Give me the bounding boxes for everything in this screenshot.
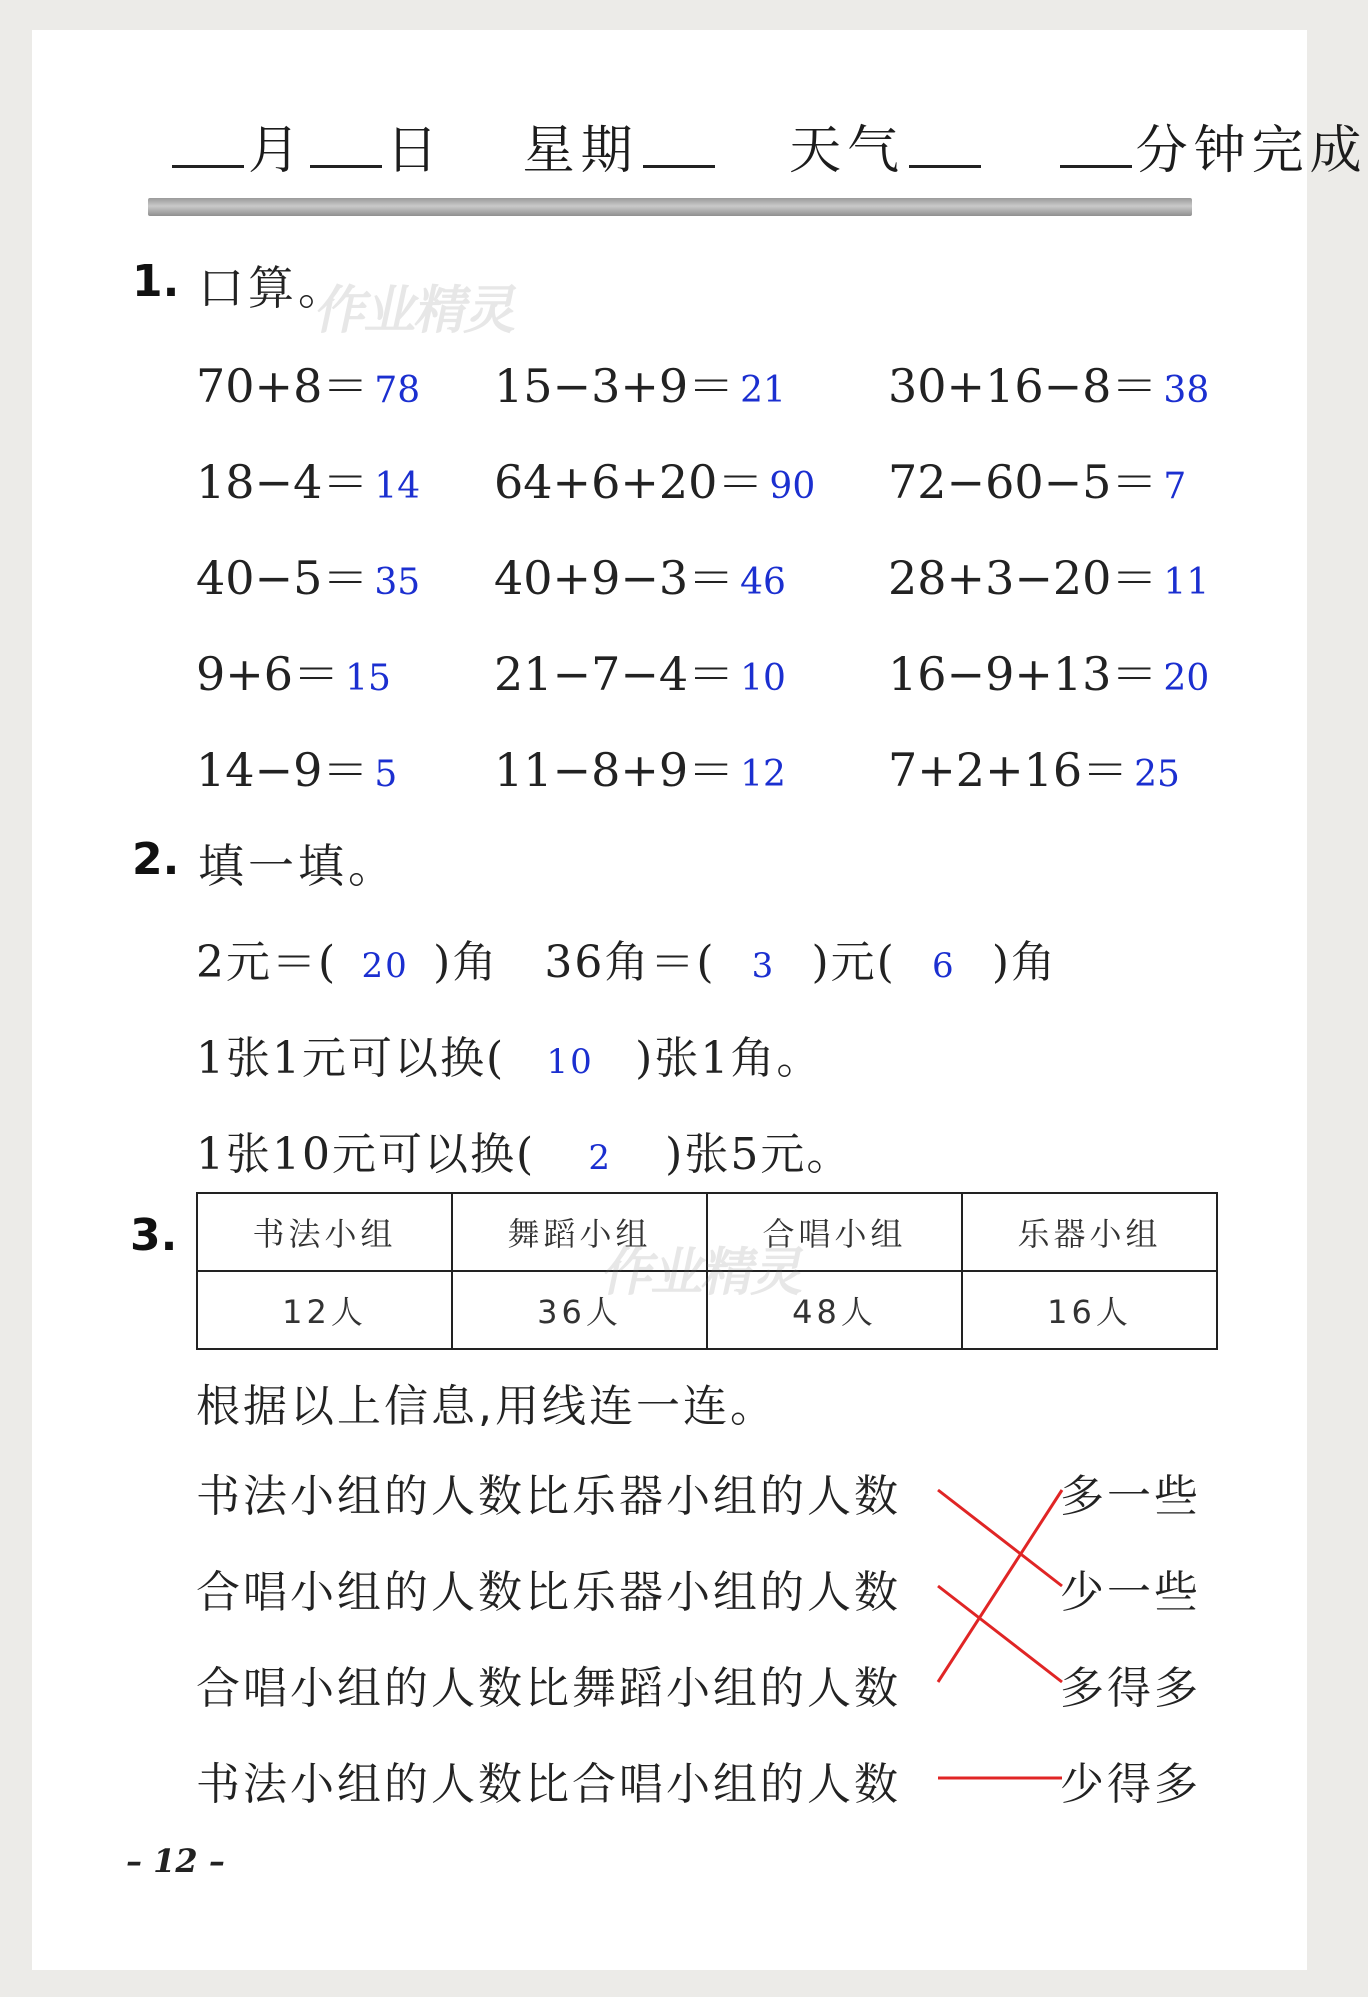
math-answer[interactable]: 14 xyxy=(374,466,421,507)
math-answer[interactable]: 46 xyxy=(740,562,786,603)
math-expression: 16−9+13＝ xyxy=(888,647,1158,701)
math-answer[interactable]: 78 xyxy=(374,370,421,411)
math-answer[interactable]: 7 xyxy=(1163,466,1187,507)
q2-title: 填一填。 xyxy=(198,839,398,893)
math-answer[interactable]: 15 xyxy=(345,658,391,699)
match-left-item[interactable]: 合唱小组的人数比舞蹈小组的人数 xyxy=(196,1663,901,1714)
math-expression: 14−9＝ xyxy=(196,743,369,797)
q1-title: 口算。 xyxy=(198,261,348,315)
math-answer[interactable]: 21 xyxy=(740,370,786,411)
table-cell: 16人 xyxy=(962,1271,1217,1349)
math-expression: 28+3−20＝ xyxy=(888,551,1158,605)
math-answer[interactable]: 90 xyxy=(769,466,816,507)
watermark: 作业精灵 xyxy=(310,281,524,341)
q2-answer-jiao[interactable]: 6 xyxy=(932,945,956,986)
math-expression: 9+6＝ xyxy=(196,647,340,701)
q2-line3-text-a: 1张10元可以换( xyxy=(196,1129,536,1180)
q2-line2-text-a: 1张1元可以换( xyxy=(196,1033,506,1084)
match-left-item[interactable]: 书法小组的人数比乐器小组的人数 xyxy=(196,1471,901,1522)
math-answer[interactable]: 5 xyxy=(374,754,398,795)
math-expression: 18−4＝ xyxy=(196,455,369,509)
math-expression: 40−5＝ xyxy=(196,551,369,605)
q2-answer-yuan-to-jiao[interactable]: 20 xyxy=(361,945,409,986)
table-header-cell: 书法小组 xyxy=(197,1193,452,1271)
math-answer[interactable]: 25 xyxy=(1134,754,1180,795)
match-left-item[interactable]: 书法小组的人数比合唱小组的人数 xyxy=(196,1759,901,1810)
match-connection-line xyxy=(938,1586,1062,1682)
math-answer[interactable]: 38 xyxy=(1163,370,1210,411)
q3-number: 3. xyxy=(130,1210,178,1261)
math-expression: 64+6+20＝ xyxy=(494,455,764,509)
q2-line1-text-b: )角 36角＝( xyxy=(433,937,716,988)
weekday-label: 星期 xyxy=(522,121,639,181)
math-expression: 40+9−3＝ xyxy=(494,551,735,605)
q2-line2-text-b: )张1角。 xyxy=(635,1033,823,1084)
math-expression: 70+8＝ xyxy=(196,359,369,413)
math-answer[interactable]: 10 xyxy=(740,658,786,699)
math-answer[interactable]: 20 xyxy=(1163,658,1210,699)
match-right-item[interactable]: 多得多 xyxy=(1060,1663,1201,1714)
q1-number: 1. xyxy=(132,256,180,307)
q3-instruction: 根据以上信息,用线连一连。 xyxy=(196,1381,777,1432)
math-expression: 21−7−4＝ xyxy=(494,647,735,701)
math-expression: 15−3+9＝ xyxy=(494,359,735,413)
table-header-cell: 乐器小组 xyxy=(962,1193,1217,1271)
month-label: 月 xyxy=(248,121,307,181)
table-header-cell: 合唱小组 xyxy=(707,1193,962,1271)
math-expression: 11−8+9＝ xyxy=(494,743,735,797)
q2-line1-text-d: )角 xyxy=(991,937,1058,988)
q2-line1-text-c: )元( xyxy=(811,937,896,988)
q2-answer-yuan[interactable]: 3 xyxy=(751,945,776,986)
q2-line1-text-a: 2元＝( xyxy=(196,937,338,988)
math-expression: 7+2+16＝ xyxy=(888,743,1129,797)
math-expression: 30+16−8＝ xyxy=(888,359,1158,413)
weather-label: 天气 xyxy=(789,121,906,181)
table-cell: 48人 xyxy=(707,1271,962,1349)
watermark-2: 作业精灵 xyxy=(597,1243,811,1303)
math-answer[interactable]: 12 xyxy=(740,754,786,795)
day-label: 日 xyxy=(386,121,445,181)
minutes-label: 分钟完成 xyxy=(1135,121,1368,181)
q2-number: 2. xyxy=(132,834,180,885)
match-right-item[interactable]: 多一些 xyxy=(1060,1471,1201,1522)
q2-answer-10yuan-exchange[interactable]: 2 xyxy=(588,1137,612,1178)
q2-line3-text-b: )张5元。 xyxy=(665,1129,853,1180)
match-right-item[interactable]: 少一些 xyxy=(1060,1567,1201,1618)
math-answer[interactable]: 11 xyxy=(1163,562,1210,603)
table-cell: 12人 xyxy=(197,1271,452,1349)
page-number: – 12 – xyxy=(126,1842,225,1880)
math-expression: 72−60−5＝ xyxy=(888,455,1158,509)
match-left-item[interactable]: 合唱小组的人数比乐器小组的人数 xyxy=(196,1567,901,1618)
match-connection-line xyxy=(938,1490,1062,1682)
table-cell: 36人 xyxy=(452,1271,707,1349)
math-answer[interactable]: 35 xyxy=(374,562,421,603)
match-connection-line xyxy=(938,1490,1062,1586)
match-right-item[interactable]: 少得多 xyxy=(1060,1759,1201,1810)
table-header-cell: 舞蹈小组 xyxy=(452,1193,707,1271)
q2-answer-1yuan-exchange[interactable]: 10 xyxy=(546,1041,594,1082)
